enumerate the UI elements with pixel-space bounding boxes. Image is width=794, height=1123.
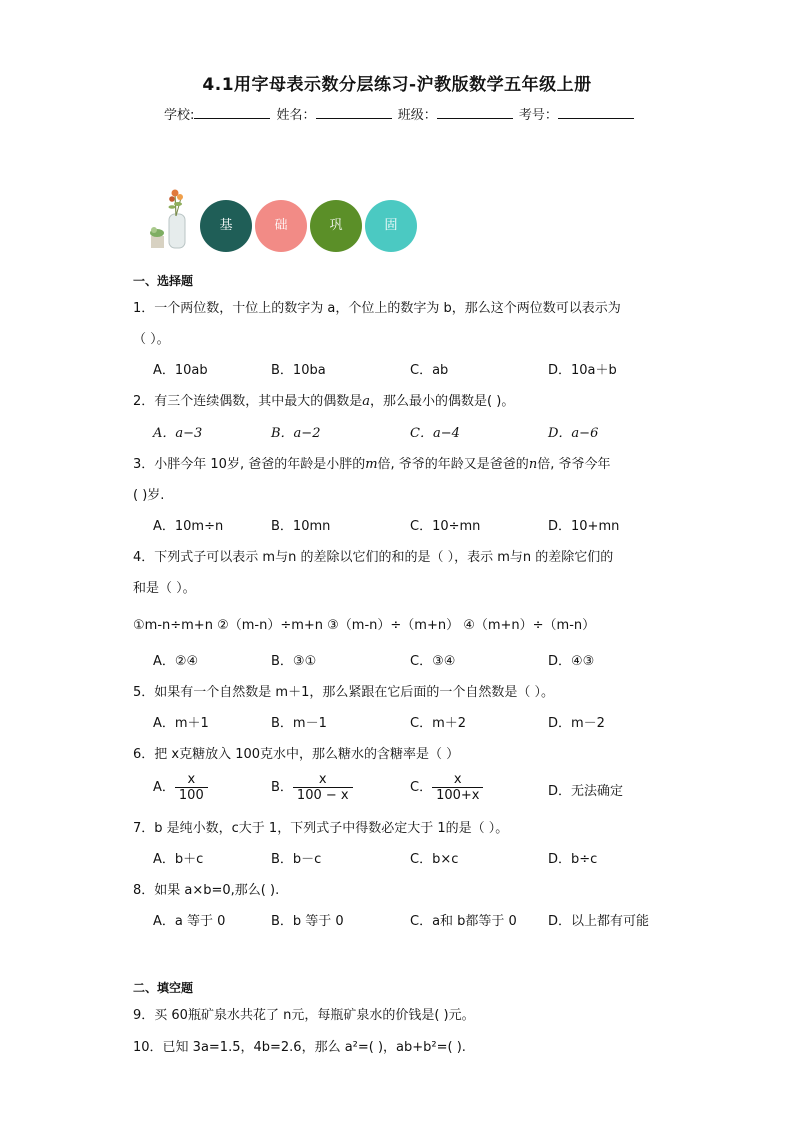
class-blank[interactable] (437, 106, 513, 119)
name-label: 姓名： (276, 108, 316, 123)
school-blank[interactable] (194, 106, 270, 119)
q8-option-b[interactable]: B．b 等于 0 (271, 914, 344, 929)
q2-option-d[interactable]: D．a−6 (548, 426, 599, 441)
q7-option-c[interactable]: C．b×c (410, 852, 459, 867)
q4-option-b[interactable]: B．③① (271, 654, 317, 669)
q1-stem-cont: （ ）。 (133, 332, 170, 347)
q4-option-a[interactable]: A．②④ (153, 654, 199, 669)
q7-option-a[interactable]: A．b＋c (153, 852, 204, 867)
exam-no-blank[interactable] (558, 106, 634, 119)
q8-stem: 8．如果 a×b=0,那么( ). (133, 883, 280, 898)
badge-gong: 巩 (310, 200, 362, 252)
q4-option-c[interactable]: C．③④ (410, 654, 456, 669)
q2-option-a[interactable]: A．a−3 (153, 426, 203, 441)
q1-option-a[interactable]: A．10ab (153, 363, 208, 378)
q4-stem: 4．下列式子可以表示 m与n 的差除以它们的和的是（ ），表示 m与n 的差除它们的 (133, 550, 614, 565)
q1-option-b[interactable]: B．10ba (271, 363, 326, 378)
q7-stem: 7．b 是纯小数，c大于 1，下列式子中得数必定大于 1的是（ ）。 (133, 821, 509, 836)
student-info-line (164, 104, 636, 123)
q3-stem-cont: ( )岁. (133, 488, 165, 503)
school-label: 学校: (164, 108, 195, 123)
badge-gu: 固 (365, 200, 417, 252)
q6-stem: 6．把 x克糖放入 100克水中，那么糖水的含糖率是（ ） (133, 747, 460, 762)
q3-option-b[interactable]: B．10mn (271, 519, 331, 534)
section-fill-heading: 二、填空题 (133, 981, 194, 995)
q5-stem: 5．如果有一个自然数是 m＋1，那么紧跟在它后面的一个自然数是（ ）。 (133, 685, 554, 700)
q4-option-d[interactable]: D．④③ (548, 654, 595, 669)
q2-option-b[interactable]: B．a−2 (271, 426, 321, 441)
plant-vase-icon (145, 186, 195, 252)
exam-no-label: 考号： (518, 108, 558, 123)
q3-stem: 3．小胖今年 10岁, 爸爸的年龄是小胖的m倍, 爷爷的年龄又是爸爸的n倍, 爷爷今年 (133, 457, 611, 472)
q8-option-c[interactable]: C．a和 b都等于 0 (410, 914, 517, 929)
q1-stem: 1．一个两位数，十位上的数字为 a，个位上的数字为 b，那么这个两位数可以表示为 (133, 301, 621, 316)
q5-option-d[interactable]: D．m－2 (548, 716, 605, 731)
q6-b-fraction: $\frac{x}{100 - x}$ (293, 772, 353, 803)
q7-option-b[interactable]: B．b－c (271, 852, 322, 867)
q10-stem: 10．已知 3a=1.5，4b=2.6，那么 a²=( )，ab+b²=( ). (133, 1040, 466, 1055)
q5-option-a[interactable]: A．m＋1 (153, 716, 209, 731)
q8-option-d[interactable]: D．以上都有可能 (548, 914, 650, 929)
q4-stem-cont: 和是（ ）。 (133, 581, 196, 596)
q4-expressions: ①m-n÷m+n ②（m-n）÷m+n ③（m-n）÷（m+n） ④（m+n）÷（m-n） (133, 618, 596, 633)
q7-option-d[interactable]: D．b÷c (548, 852, 598, 867)
q6-c-fraction: $\frac{x}{100+x}$ (432, 772, 483, 803)
q3-option-d[interactable]: D．10+mn (548, 519, 620, 534)
q2-stem: 2．有三个连续偶数，其中最大的偶数是a，那么最小的偶数是( )。 (133, 394, 515, 409)
q6-option-a[interactable]: A． $\frac{x}{100}$ (153, 772, 208, 803)
q8-option-a[interactable]: A．a 等于 0 (153, 914, 226, 929)
badge-ji: 基 (200, 200, 252, 252)
q3-option-c[interactable]: C．10÷mn (410, 519, 481, 534)
section-choice-heading: 一、选择题 (133, 274, 194, 288)
q5-option-b[interactable]: B．m－1 (271, 716, 327, 731)
q6-option-b[interactable]: B． $\frac{x}{100 - x}$ (271, 772, 353, 803)
q5-option-c[interactable]: C．m＋2 (410, 716, 467, 731)
q1-option-d[interactable]: D．10a＋b (548, 363, 617, 378)
class-label: 班级： (397, 108, 437, 123)
page-title: 4.1用字母表示数分层练习-沪教版数学五年级上册 (202, 75, 592, 95)
q6-option-c[interactable]: C． $\frac{x}{100+x}$ (410, 772, 483, 803)
q1-option-c[interactable]: C．ab (410, 363, 449, 378)
q6-a-fraction: $\frac{x}{100}$ (175, 772, 208, 803)
name-blank[interactable] (316, 106, 392, 119)
q2-option-c[interactable]: C．a−4 (410, 426, 460, 441)
q6-option-d[interactable]: D．无法确定 (548, 784, 624, 799)
q3-option-a[interactable]: A．10m÷n (153, 519, 224, 534)
q9-stem: 9．买 60瓶矿泉水共花了 n元，每瓶矿泉水的价钱是( )元。 (133, 1008, 475, 1023)
badge-chu: 础 (255, 200, 307, 252)
